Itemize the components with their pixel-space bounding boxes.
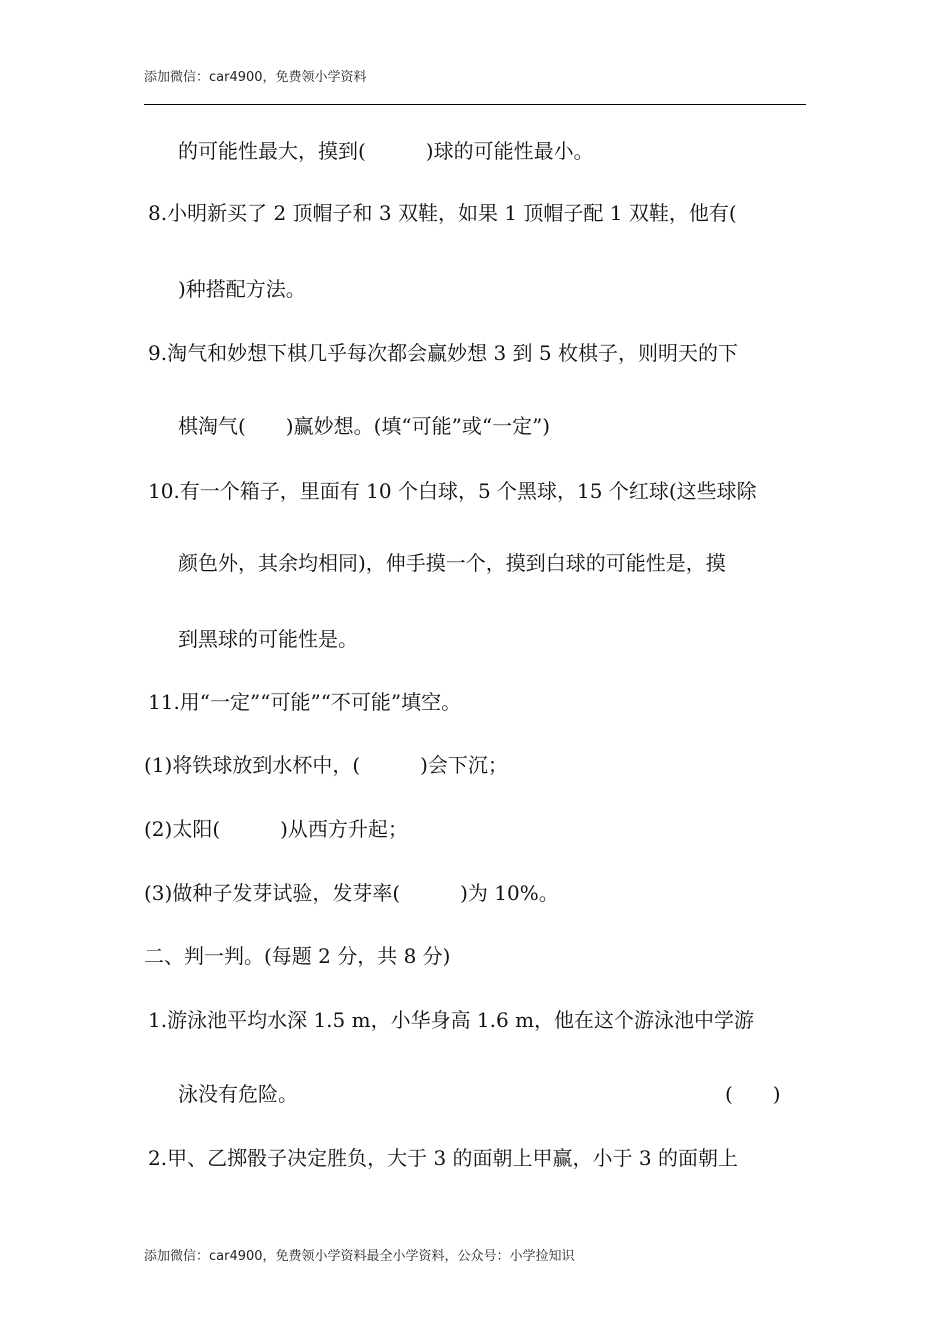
q11-item-3: (3)做种子发芽试验，发芽率( )为 10%。 (144, 881, 559, 905)
judge-q1-line-2: 泳没有危险。 (178, 1082, 298, 1106)
judge-q1-answer-paren[interactable]: ( ) (725, 1082, 781, 1106)
header-divider (144, 104, 806, 105)
header-watermark-note: 添加微信：car4900，免费领小学资料 (144, 70, 367, 85)
q10-line-2: 颜色外，其余均相同)，伸手摸一个，摸到白球的可能性是，摸 (178, 551, 726, 575)
q11-item-1: (1)将铁球放到水杯中，( )会下沉； (144, 753, 508, 777)
q9-line-2: 棋淘气( )赢妙想。(填“可能”或“一定”) (178, 414, 551, 438)
q8-line-1: 8.小明新买了 2 顶帽子和 3 双鞋，如果 1 顶帽子配 1 双鞋，他有( (148, 201, 737, 225)
q9-line-1: 9.淘气和妙想下棋几乎每次都会赢妙想 3 到 5 枚棋子，则明天的下 (148, 341, 738, 365)
q10-line-1: 10.有一个箱子，里面有 10 个白球，5 个黑球，15 个红球(这些球除 (148, 479, 757, 503)
q10-line-3: 到黑球的可能性是。 (178, 627, 358, 651)
judge-q1-line-1: 1.游泳池平均水深 1.5 m，小华身高 1.6 m，他在这个游泳池中学游 (148, 1008, 755, 1032)
footer-watermark-note: 添加微信：car4900，免费领小学资料最全小学资料，公众号：小学捡知识 (144, 1249, 575, 1264)
q11-heading: 11.用“一定”“可能”“不可能”填空。 (148, 690, 462, 714)
q7-continuation-line: 的可能性最大，摸到( )球的可能性最小。 (178, 139, 594, 163)
q11-item-2: (2)太阳( )从西方升起； (144, 817, 408, 841)
section-two-heading: 二、判一判。(每题 2 分，共 8 分) (144, 944, 451, 968)
q8-line-2: )种搭配方法。 (178, 277, 306, 301)
judge-q2-line-1: 2.甲、乙掷骰子决定胜负，大于 3 的面朝上甲赢，小于 3 的面朝上 (148, 1146, 738, 1170)
